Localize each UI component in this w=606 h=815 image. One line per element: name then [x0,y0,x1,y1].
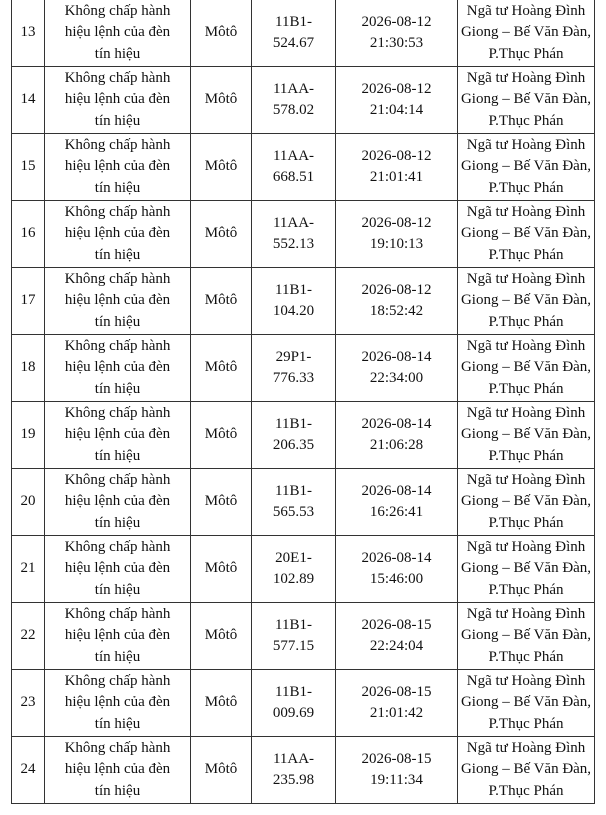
violation-time-cell [336,335,458,402]
location-line: P.Thục Phán [488,112,564,129]
time-line: 19:11:34 [370,772,423,788]
location-line: P.Thục Phán [488,380,564,397]
plate-line: 577.15 [272,638,315,654]
vehicle-type-cell: Môtô [191,670,252,737]
violation-time-cell [336,0,458,67]
license-plate-cell [252,536,336,603]
location-line: P.Thục Phán [488,581,564,598]
plate-line: 102.89 [272,571,315,587]
location-line: P.Thục Phán [488,715,564,732]
time-line: 18:52:42 [369,303,424,319]
violation-line: tín hiệu [94,179,141,196]
table-row [12,469,595,536]
location-line: Giong – Bế Văn Đàn, [460,359,592,376]
violation-cell [45,670,191,737]
violation-line: hiệu lệnh của đèn [64,761,171,778]
violation-line: hiệu lệnh của đèn [64,359,171,376]
violation-line: tín hiệu [94,112,141,129]
time-line: 2026-08-14 [361,415,432,432]
violation-line: hiệu lệnh của đèn [64,493,171,510]
row-number-cell: 15 [12,134,45,201]
license-plate-cell [252,335,336,402]
table-row [12,603,595,670]
time-line: 2026-08-12 [361,13,432,30]
time-line: 22:24:04 [369,638,424,654]
location-line: Giong – Bế Văn Đàn, [460,158,592,175]
license-plate-cell [252,268,336,335]
violation-line: Không chấp hành [64,136,171,153]
violation-cell [45,402,191,469]
violation-time-cell [336,670,458,737]
time-line: 2026-08-12 [361,80,432,97]
location-cell [458,0,595,67]
violation-cell [45,134,191,201]
violation-cell [45,0,191,67]
violation-cell [45,603,191,670]
vehicle-type-cell: Môtô [191,67,252,134]
vehicle-type-cell: Môtô [191,134,252,201]
location-line: Ngã tư Hoàng Đình [466,471,586,488]
location-line: Ngã tư Hoàng Đình [466,404,586,421]
violation-line: Không chấp hành [64,404,171,421]
table-row [12,0,595,67]
plate-line: 29P1- [275,348,312,365]
row-number-cell: 18 [12,335,45,402]
location-line: P.Thục Phán [488,514,564,531]
row-number-cell: 24 [12,737,45,804]
time-line: 2026-08-14 [361,482,432,499]
location-line: Giong – Bế Văn Đàn, [460,24,592,41]
license-plate-cell [252,670,336,737]
location-line: Giong – Bế Văn Đàn, [460,493,592,510]
violation-line: hiệu lệnh của đèn [64,694,171,711]
violation-line: Không chấp hành [64,2,171,19]
violation-cell [45,536,191,603]
license-plate-cell [252,67,336,134]
table-row [12,268,595,335]
row-number-cell: 21 [12,536,45,603]
violation-line: tín hiệu [94,782,141,799]
location-line: Ngã tư Hoàng Đình [466,538,586,555]
violation-line: tín hiệu [94,45,141,62]
violation-line: Không chấp hành [64,471,171,488]
plate-line: 11AA- [272,147,315,164]
plate-line: 552.13 [272,236,315,252]
time-line: 2026-08-15 [361,616,432,633]
location-line: Giong – Bế Văn Đàn, [460,560,592,577]
plate-line: 524.67 [272,35,315,51]
violation-line: hiệu lệnh của đèn [64,158,171,175]
location-line: Giong – Bế Văn Đàn, [460,627,592,644]
license-plate-cell [252,0,336,67]
violation-time-cell [336,134,458,201]
license-plate-cell [252,603,336,670]
violation-cell [45,268,191,335]
plate-line: 776.33 [272,370,315,386]
plate-line: 668.51 [272,169,315,185]
location-line: Giong – Bế Văn Đàn, [460,225,592,242]
violation-line: Không chấp hành [64,739,171,756]
vehicle-type-cell: Môtô [191,0,252,67]
location-cell [458,67,595,134]
location-line: Giong – Bế Văn Đàn, [460,761,592,778]
plate-line: 11B1- [275,683,312,700]
location-line: P.Thục Phán [488,313,564,330]
vehicle-type-cell: Môtô [191,268,252,335]
location-line: P.Thục Phán [488,45,564,62]
table-row [12,201,595,268]
location-line: P.Thục Phán [488,179,564,196]
location-line: Giong – Bế Văn Đàn, [460,91,592,108]
row-number-cell: 23 [12,670,45,737]
plate-line: 206.35 [272,437,315,453]
violation-line: Không chấp hành [64,69,171,86]
violation-time-cell [336,737,458,804]
row-number-cell: 13 [12,0,45,67]
table-row [12,670,595,737]
violation-line: tín hiệu [94,581,141,598]
violation-time-cell [336,67,458,134]
plate-line: 565.53 [272,504,315,520]
plate-line: 11B1- [275,13,312,30]
violation-cell [45,335,191,402]
violation-line: hiệu lệnh của đèn [64,225,171,242]
location-cell [458,201,595,268]
plate-line: 11AA- [272,80,315,97]
violation-line: Không chấp hành [64,538,171,555]
violation-line: hiệu lệnh của đèn [64,91,171,108]
time-line: 2026-08-12 [361,214,432,231]
table-row [12,335,595,402]
location-cell [458,402,595,469]
vehicle-type-cell: Môtô [191,603,252,670]
time-line: 22:34:00 [369,370,424,386]
violation-line: tín hiệu [94,246,141,263]
violation-line: tín hiệu [94,380,141,397]
table-row [12,67,595,134]
violation-cell [45,67,191,134]
time-line: 15:46:00 [369,571,424,587]
location-line: Ngã tư Hoàng Đình [466,69,586,86]
violation-time-cell [336,402,458,469]
plate-line: 11B1- [275,415,312,432]
plate-line: 235.98 [272,772,315,788]
location-line: Ngã tư Hoàng Đình [466,605,586,622]
violation-line: tín hiệu [94,514,141,531]
violation-line: tín hiệu [94,313,141,330]
time-line: 2026-08-12 [361,147,432,164]
table-row [12,402,595,469]
violation-time-cell [336,536,458,603]
location-cell [458,536,595,603]
location-line: Giong – Bế Văn Đàn, [460,694,592,711]
license-plate-cell [252,737,336,804]
vehicle-type-cell: Môtô [191,201,252,268]
row-number-cell: 20 [12,469,45,536]
time-line: 2026-08-15 [361,750,432,767]
vehicle-type-cell: Môtô [191,335,252,402]
time-line: 21:30:53 [369,35,424,51]
violation-line: Không chấp hành [64,605,171,622]
location-line: Ngã tư Hoàng Đình [466,739,586,756]
time-line: 2026-08-14 [361,348,432,365]
violation-line: hiệu lệnh của đèn [64,24,171,41]
location-line: P.Thục Phán [488,246,564,263]
license-plate-cell [252,469,336,536]
time-line: 2026-08-12 [361,281,432,298]
location-line: Giong – Bế Văn Đàn, [460,426,592,443]
time-line: 21:01:42 [369,705,424,721]
plate-line: 104.20 [272,303,315,319]
location-line: P.Thục Phán [488,648,564,665]
location-cell [458,670,595,737]
license-plate-cell [252,134,336,201]
violation-time-cell [336,201,458,268]
location-line: Ngã tư Hoàng Đình [466,337,586,354]
violation-line: Không chấp hành [64,270,171,287]
row-number-cell: 22 [12,603,45,670]
vehicle-type-cell: Môtô [191,469,252,536]
table-row [12,536,595,603]
location-line: P.Thục Phán [488,447,564,464]
violation-line: Không chấp hành [64,672,171,689]
location-cell [458,335,595,402]
license-plate-cell [252,402,336,469]
violation-line: hiệu lệnh của đèn [64,627,171,644]
location-line: Ngã tư Hoàng Đình [466,203,586,220]
location-cell [458,268,595,335]
violation-line: Không chấp hành [64,203,171,220]
plate-line: 11B1- [275,281,312,298]
violation-time-cell [336,268,458,335]
time-line: 19:10:13 [369,236,424,252]
violation-cell [45,201,191,268]
location-line: P.Thục Phán [488,782,564,799]
violation-line: hiệu lệnh của đèn [64,426,171,443]
violation-line: hiệu lệnh của đèn [64,292,171,309]
violations-table-body [12,0,595,804]
vehicle-type-cell: Môtô [191,737,252,804]
location-line: Ngã tư Hoàng Đình [466,2,586,19]
row-number-cell: 17 [12,268,45,335]
violation-time-cell [336,469,458,536]
vehicle-type-cell: Môtô [191,402,252,469]
vehicle-type-cell: Môtô [191,536,252,603]
location-cell [458,134,595,201]
time-line: 21:01:41 [369,169,424,185]
violation-cell [45,469,191,536]
row-number-cell: 16 [12,201,45,268]
plate-line: 578.02 [272,102,315,118]
location-line: Ngã tư Hoàng Đình [466,672,586,689]
plate-line: 11B1- [275,616,312,633]
plate-line: 009.69 [272,705,315,721]
time-line: 16:26:41 [369,504,424,520]
violation-line: tín hiệu [94,447,141,464]
row-number-cell: 19 [12,402,45,469]
time-line: 21:06:28 [369,437,424,453]
location-line: Ngã tư Hoàng Đình [466,270,586,287]
location-cell [458,469,595,536]
plate-line: 11B1- [275,482,312,499]
location-cell [458,737,595,804]
plate-line: 11AA- [272,214,315,231]
table-row [12,134,595,201]
location-line: Ngã tư Hoàng Đình [466,136,586,153]
location-cell [458,603,595,670]
violation-line: Không chấp hành [64,337,171,354]
time-line: 21:04:14 [369,102,424,118]
violation-line: tín hiệu [94,648,141,665]
violation-time-cell [336,603,458,670]
violation-cell [45,737,191,804]
location-line: Giong – Bế Văn Đàn, [460,292,592,309]
plate-line: 11AA- [272,750,315,767]
violation-line: hiệu lệnh của đèn [64,560,171,577]
row-number-cell: 14 [12,67,45,134]
plate-line: 20E1- [275,549,312,566]
violations-table [11,0,595,804]
table-row [12,737,595,804]
time-line: 2026-08-15 [361,683,432,700]
time-line: 2026-08-14 [361,549,432,566]
license-plate-cell [252,201,336,268]
violation-line: tín hiệu [94,715,141,732]
